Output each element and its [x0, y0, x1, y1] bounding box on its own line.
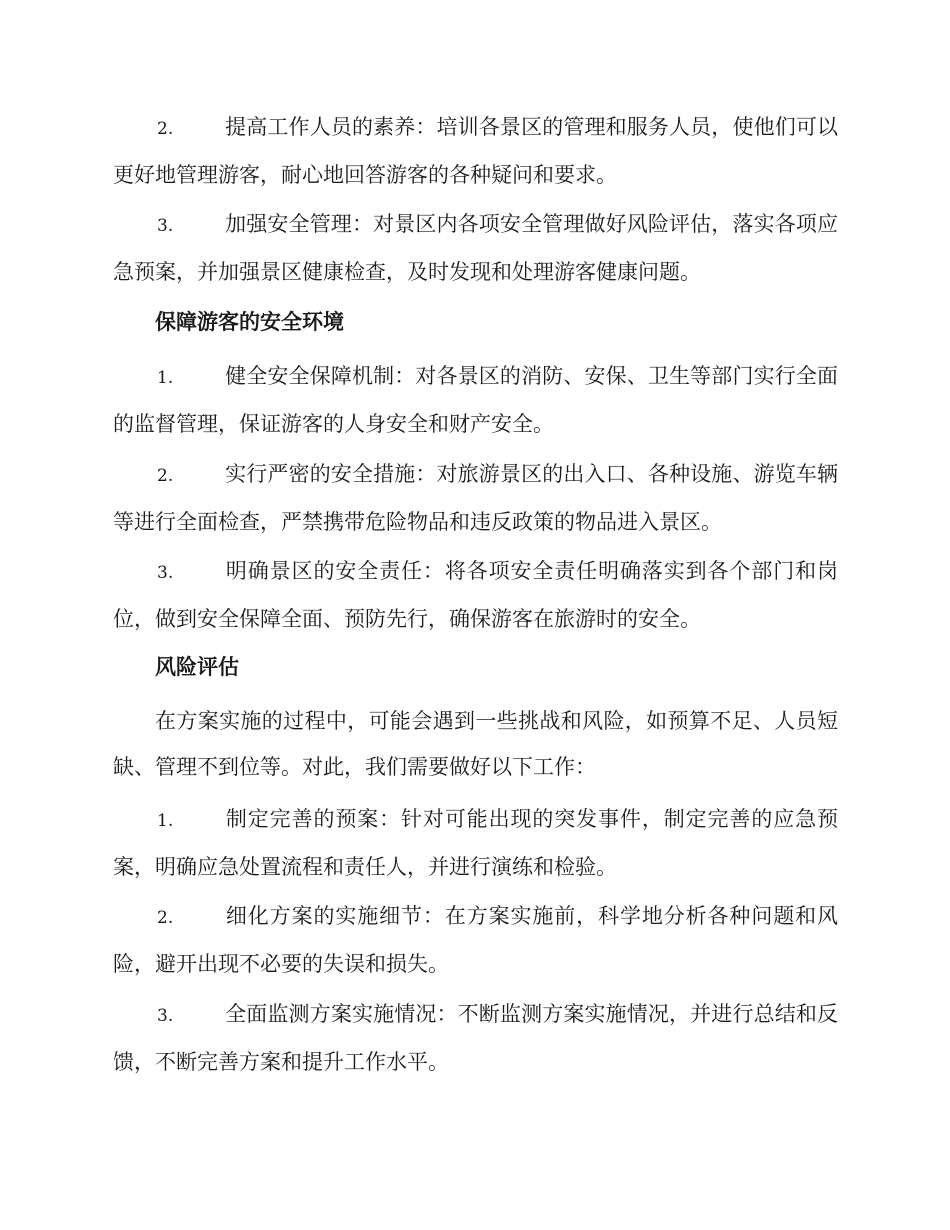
list-number: 2. — [157, 908, 174, 928]
list-item-text: 提高工作人员的素养：培训各景区的管理和服务人员，使他们可以更好地管理游客，耐心地回答游客的各种疑问和要求。 — [113, 115, 838, 187]
intro-paragraph: 在方案实施的过程中，可能会遇到一些挑战和风险，如预算不足、人员短缺、管理不到位等。对此，我们需要做好以下工作： — [113, 709, 838, 779]
list-number: 3. — [157, 216, 174, 236]
list-item — [113, 353, 838, 447]
list-number: 2. — [157, 466, 174, 486]
list-item-text: 健全安全保障机制：对各景区的消防、安保、卫生等部门实行全面的监督管理，保证游客的人身安全和财产安全。 — [113, 364, 838, 436]
list-number: 3. — [157, 563, 174, 583]
list-item — [113, 451, 838, 545]
list-number: 1. — [157, 368, 174, 388]
section-heading: 风险评估 — [155, 654, 239, 679]
list-item-text: 细化方案的实施细节：在方案实施前，科学地分析各种问题和风险，避开出现不必要的失误和损失。 — [113, 904, 838, 976]
list-item-text: 加强安全管理：对景区内各项安全管理做好风险评估，落实各项应急预案，并加强景区健康检查，及时发现和处理游客健康问题。 — [113, 212, 838, 284]
list-number: 1. — [157, 811, 174, 831]
section-heading: 保障游客的安全环境 — [155, 309, 344, 334]
list-item — [113, 104, 838, 198]
list-number: 3. — [157, 1006, 174, 1026]
list-item-text: 制定完善的预案：针对可能出现的突发事件，制定完善的应急预案，明确应急处置流程和责任人，并进行演练和检验。 — [113, 807, 838, 879]
list-item — [113, 548, 838, 642]
list-item-text: 明确景区的安全责任：将各项安全责任明确落实到各个部门和岗位，做到安全保障全面、预防先行，确保游客在旅游时的安全。 — [113, 559, 838, 631]
list-number: 2. — [157, 119, 174, 139]
list-item-text: 全面监测方案实施情况：不断监测方案实施情况，并进行总结和反馈，不断完善方案和提升工作水平。 — [113, 1002, 838, 1074]
list-item — [113, 796, 838, 890]
list-item — [113, 991, 838, 1085]
list-item — [113, 893, 838, 987]
list-item-text: 实行严密的安全措施：对旅游景区的出入口、各种设施、游览车辆等进行全面检查，严禁携带危险物品和违反政策的物品进入景区。 — [113, 462, 838, 534]
list-item — [113, 201, 838, 295]
